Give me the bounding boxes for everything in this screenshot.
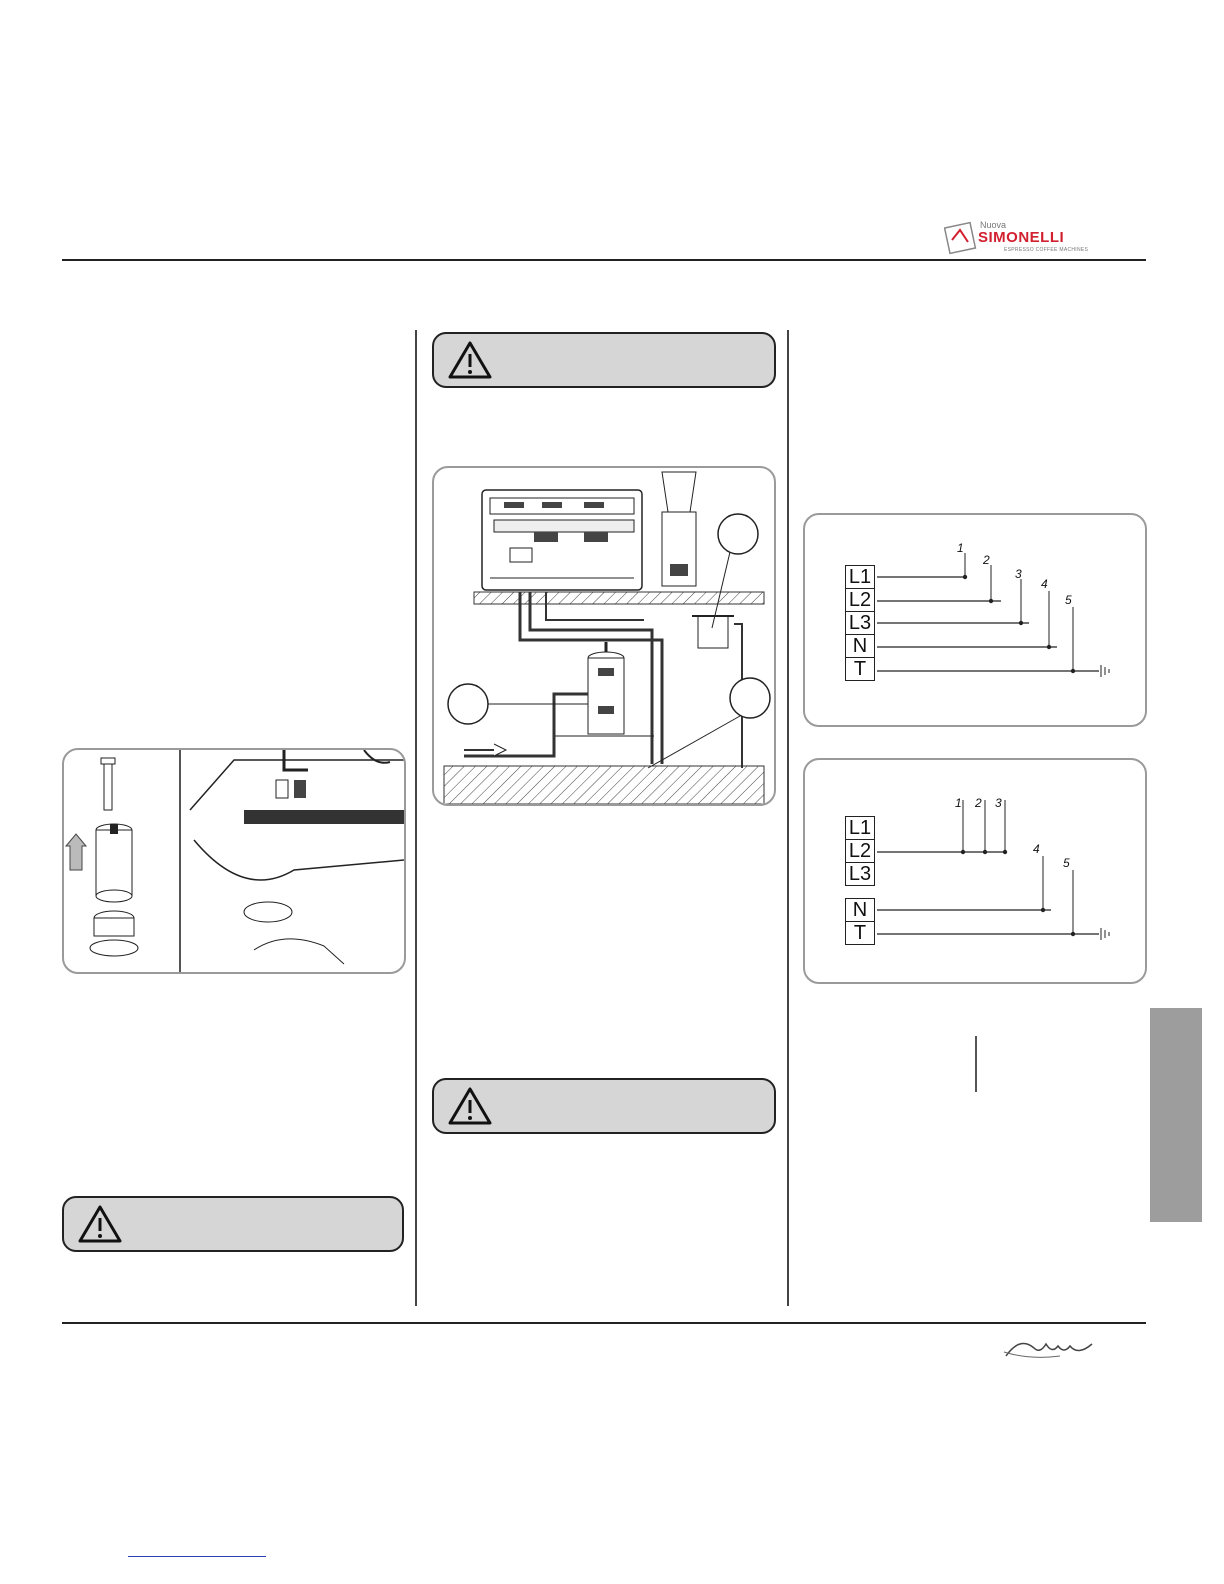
wire-number-4: 4 (1033, 842, 1040, 856)
section-side-tab (1150, 1008, 1202, 1222)
water-connection-illustration (434, 468, 774, 804)
ground-symbol-icon (1101, 665, 1109, 677)
warning-banner-left (62, 1196, 404, 1252)
header-rule (62, 259, 1146, 261)
terminal-t: T (845, 658, 875, 681)
column-divider-left (415, 330, 417, 1306)
terminal-l1: L1 (845, 565, 875, 589)
brand-tagline: ESPRESSO COFFEE MACHINES (1004, 247, 1089, 253)
wiring-lines-1 (805, 515, 1145, 725)
product-signature-mark (1000, 1330, 1100, 1362)
foot-installation-figure (62, 748, 406, 974)
wire-number-4: 4 (1041, 577, 1048, 591)
wire-number-5: 5 (1065, 593, 1072, 607)
wire-number-3: 3 (1015, 567, 1022, 581)
footer-rule (62, 1322, 1146, 1324)
warning-triangle-icon (448, 1086, 492, 1126)
terminal-n: N (845, 898, 875, 922)
warning-banner-middle-top (432, 332, 776, 388)
brand-small-text: Nuova (980, 220, 1007, 230)
wiring-diagram-single-phase (803, 758, 1147, 984)
table-divider-mark (975, 1036, 977, 1092)
terminal-l2: L2 (845, 589, 875, 612)
wire-number-5: 5 (1063, 856, 1070, 870)
terminal-l3: L3 (845, 863, 875, 886)
warning-triangle-icon (448, 340, 492, 380)
terminal-t: T (845, 922, 875, 945)
warning-banner-middle-bottom (432, 1078, 776, 1134)
wire-number-2: 2 (983, 553, 990, 567)
product-signature-logo (1000, 1330, 1100, 1362)
terminal-l3: L3 (845, 612, 875, 635)
ground-symbol-icon (1101, 928, 1109, 940)
foot-installation-illustration (64, 750, 404, 972)
column-divider-right (787, 330, 789, 1306)
water-connection-figure (432, 466, 776, 806)
terminal-l2: L2 (845, 840, 875, 863)
warning-triangle-icon (78, 1204, 122, 1244)
wiring-lines-2 (805, 760, 1145, 982)
wire-number-2: 2 (975, 796, 982, 810)
wiring-diagram-three-phase (803, 513, 1147, 727)
wire-number-3: 3 (995, 796, 1002, 810)
terminal-n: N (845, 635, 875, 658)
wire-number-1: 1 (957, 541, 964, 555)
bottom-link-underline (128, 1556, 266, 1557)
terminal-l1: L1 (845, 816, 875, 840)
brand-name: SIMONELLI (978, 229, 1065, 246)
brand-logo (944, 218, 1122, 258)
wire-number-1: 1 (955, 796, 962, 810)
